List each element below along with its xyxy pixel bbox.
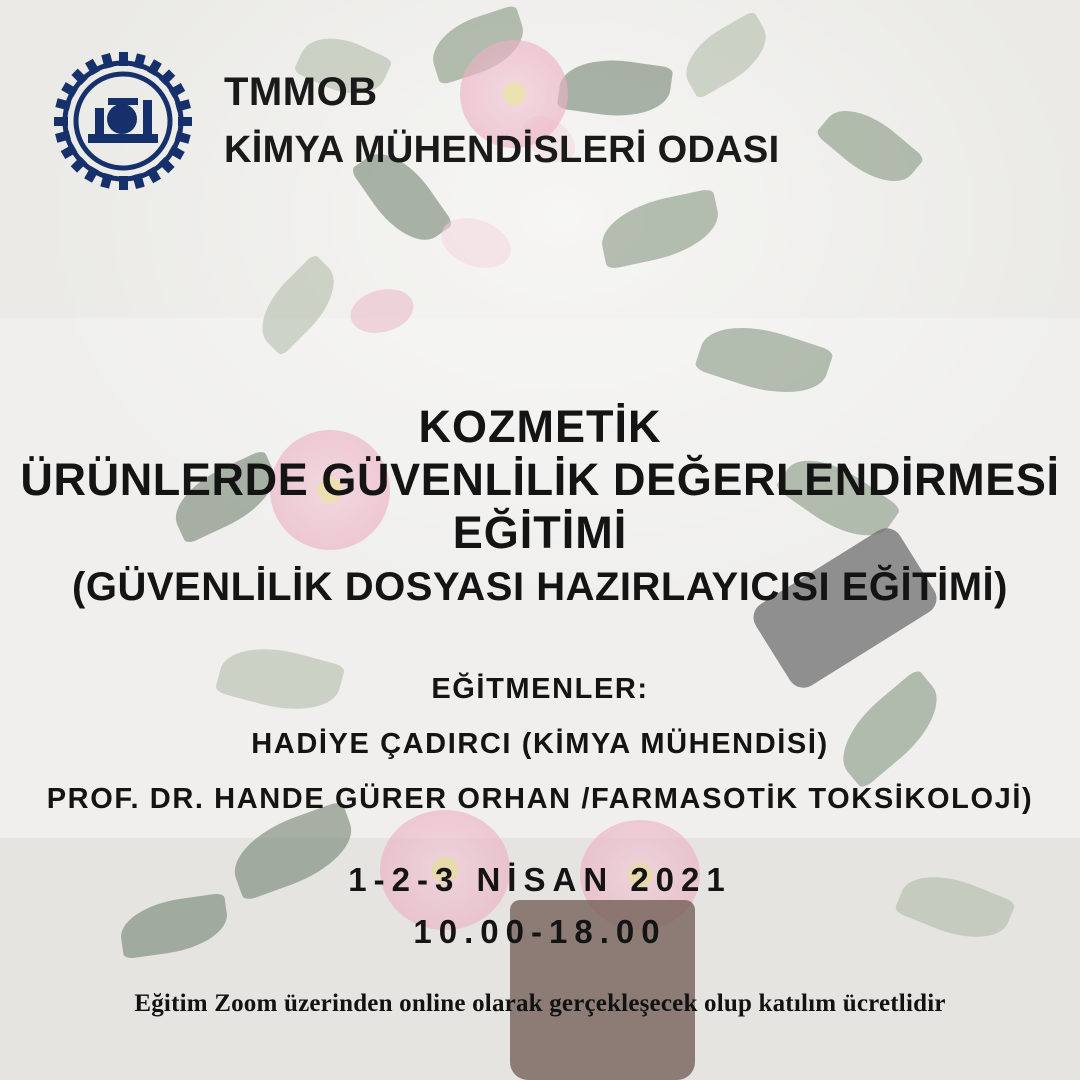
header <box>48 46 779 196</box>
event-title-line-3: EĞİTİMİ <box>452 507 628 559</box>
trainer-name: HADİYE ÇADIRCI (KİMYA MÜHENDİSİ) <box>251 728 829 761</box>
event-subtitle: (GÜVENLİLİK DOSYASI HAZIRLAYICISI EĞİTİMİ) <box>72 565 1008 610</box>
org-line-tmmob: TMMOB <box>224 70 378 114</box>
event-date: 1-2-3 NİSAN 2021 <box>348 860 732 898</box>
trainers-label: EĞİTMENLER: <box>431 673 649 706</box>
event-title-line-1: KOZMETİK <box>418 401 662 452</box>
event-title-line-2: ÜRÜNLERDE GÜVENLİLİK DEĞERLENDİRMESİ <box>20 454 1060 506</box>
trainers-section <box>0 662 1080 827</box>
organization-name <box>224 70 779 172</box>
event-footnote: Eğitim Zoom üzerinden online olarak gerçekleşecek olup katılım ücretlidir <box>134 990 946 1017</box>
org-line-chamber: KİMYA MÜHENDİSLERİ ODASI <box>224 129 780 171</box>
event-datetime <box>0 854 1080 960</box>
main-content <box>0 400 1080 959</box>
trainer-name: PROF. DR. HANDE GÜRER ORHAN /FARMASOTİK TOKSİKOLOJİ) <box>46 783 1034 816</box>
event-time: 10.00-18.00 <box>413 913 667 951</box>
tmmob-gear-logo <box>48 46 198 196</box>
